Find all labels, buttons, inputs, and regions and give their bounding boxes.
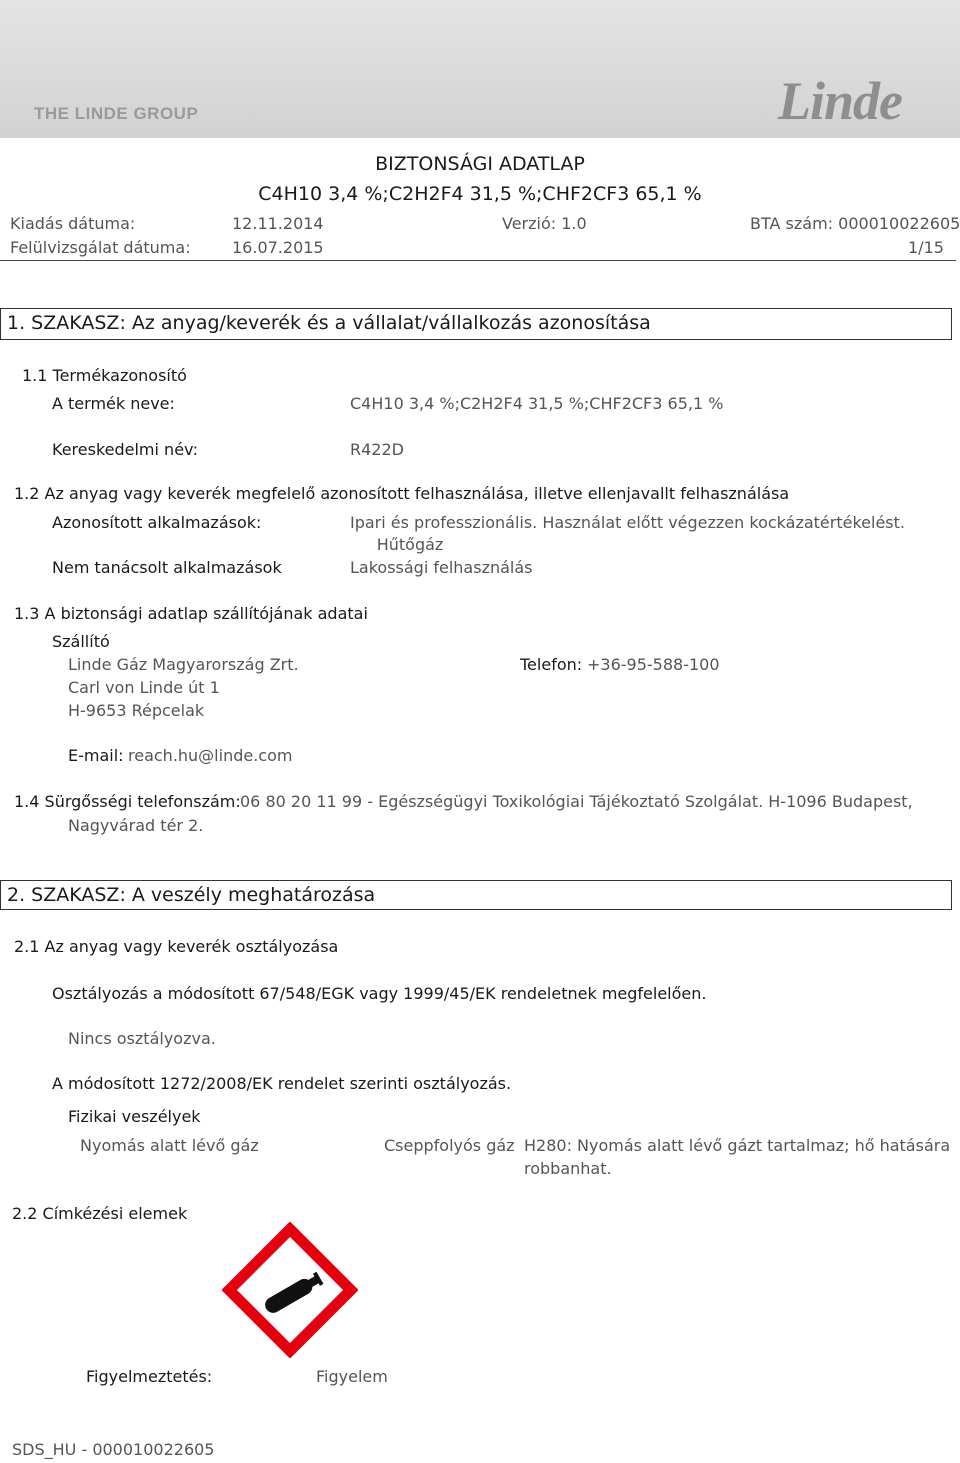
product-name: C4H10 3,4 %;C2H2F4 31,5 %;CHF2CF3 65,1 %: [350, 394, 724, 413]
footer-doc-code: SDS_HU - 000010022605: [12, 1440, 215, 1459]
signal-word: Figyelem: [316, 1367, 388, 1386]
physical-hazards-label: Fizikai veszélyek: [68, 1107, 201, 1126]
classification-dsd-value: Nincs osztályozva.: [68, 1029, 216, 1048]
section-1-1-title: 1.1 Termékazonosító: [22, 366, 187, 385]
uses-advised-against-label: Nem tanácsolt alkalmazások: [52, 558, 282, 577]
trade-name-label: Kereskedelmi név:: [52, 440, 199, 459]
document-title: BIZTONSÁGI ADATLAP: [375, 153, 585, 175]
signal-word-label: Figyelmeztetés:: [86, 1367, 213, 1386]
page-number: 1/15: [908, 238, 944, 257]
classification-dsd: Osztályozás a módosított 67/548/EGK vagy 1999/45/EK rendeletnek megfelelően.: [52, 984, 707, 1003]
hazard-category: Cseppfolyós gáz: [384, 1136, 515, 1155]
supplier-city: H-9653 Répcelak: [68, 701, 205, 720]
identified-uses-label: Azonosított alkalmazások:: [52, 513, 262, 532]
section-2-header: 2. SZAKASZ: A veszély meghatározása: [0, 880, 952, 910]
issue-date: 12.11.2014: [232, 214, 324, 233]
issue-date-label: Kiadás dátuma:: [10, 214, 136, 233]
phone-label: Telefon:: [520, 655, 583, 674]
emergency-address: Nagyvárad tér 2.: [68, 816, 204, 835]
supplier-street: Carl von Linde út 1: [68, 678, 220, 697]
supplier-label: Szállító: [52, 632, 110, 651]
section-1-2-title: 1.2 Az anyag vagy keverék megfelelő azonosított felhasználása, illetve ellenjavallt felhasználása: [14, 484, 790, 503]
section-2-1-title: 2.1 Az anyag vagy keverék osztályozása: [14, 937, 339, 956]
emergency-number: 06 80 20 11 99 - Egészségügyi Toxikológiai Tájékoztató Szolgálat. H-1096 Budapest,: [240, 792, 913, 811]
product-name-label: A termék neve:: [52, 394, 175, 413]
document-product: C4H10 3,4 %;C2H2F4 31,5 %;CHF2CF3 65,1 %: [258, 183, 702, 205]
hazard-statement: H280: Nyomás alatt lévő gázt tartalmaz; hő hatására: [524, 1136, 951, 1155]
version: Verzió: 1.0: [502, 214, 587, 233]
section-2-2-title: 2.2 Címkézési elemek: [12, 1204, 188, 1223]
header-divider: [0, 260, 956, 261]
hazard-statement-cont: robbanhat.: [524, 1159, 612, 1178]
classification-clp: A módosított 1272/2008/EK rendelet szerinti osztályozás.: [52, 1074, 512, 1093]
section-1-3-title: 1.3 A biztonsági adatlap szállítójának adatai: [14, 604, 368, 623]
supplier-name: Linde Gáz Magyarország Zrt.: [68, 655, 299, 674]
section-1-header: 1. SZAKASZ: Az anyag/keverék és a vállalat/vállalkozás azonosítása: [0, 308, 952, 340]
identified-uses: Ipari és professzionális. Használat előtt végezzen kockázatértékelést.: [350, 513, 905, 532]
section-1-4-title: 1.4 Sürgősségi telefonszám:: [14, 792, 241, 811]
phone-number: +36-95-588-100: [587, 655, 720, 674]
bta-number: BTA szám: 000010022605: [750, 214, 960, 233]
gas-cylinder-pictogram-icon: [222, 1222, 358, 1358]
linde-logo: Linde: [778, 71, 902, 131]
uses-advised-against: Lakossági felhasználás: [350, 558, 533, 577]
linde-group-logo: THE LINDE GROUP: [34, 104, 199, 123]
email-link[interactable]: reach.hu@linde.com: [128, 746, 293, 765]
review-date: 16.07.2015: [232, 238, 324, 257]
identified-uses-refrigerant: Hűtőgáz: [376, 535, 444, 554]
email-label: E-mail:: [68, 746, 124, 765]
review-date-label: Felülvizsgálat dátuma:: [10, 238, 191, 257]
trade-name: R422D: [350, 440, 404, 459]
hazard-class: Nyomás alatt lévő gáz: [80, 1136, 259, 1155]
